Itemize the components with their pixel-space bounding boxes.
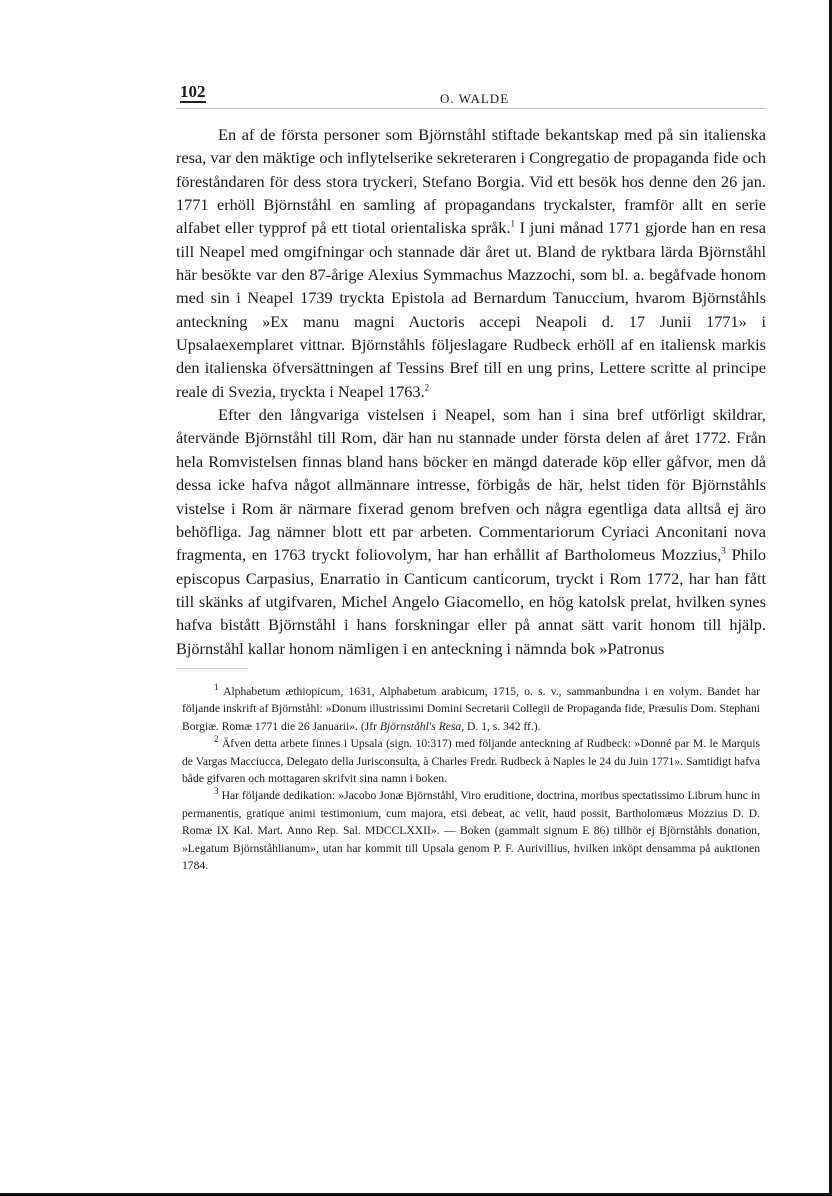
main-text	[176, 123, 766, 660]
footnote-1-text: Alphabetum æthiopicum, 1631, Alphabetum arabicum, 1715, o. s. v., sammanbundna i en volym. Bandet har följande inskrift af Björnståhl: »Donum illustrissimi Domini Secretarii Collegii de Propaganda fide, Præsulis Dom. Stephani Borgiæ. Romæ 1771 die 26 Januarii». (Jfr	[182, 684, 760, 733]
paragraph-1-text: En af de första personer som Björnståhl stiftade bekantskap med på sin italienska resa, var den mäktige och inflytelserike sekreteraren i Congregatio de propaganda fide och föreståndaren för dess stora tryckeri, Stefano Borgia. Vid ett besök hos denne den 26 jan. 1771 erhöll Björnståhl en samling af propagandans tryckalster, framför allt en serie alfabet eller typprof på ett tiotal orientaliska språk.	[176, 125, 766, 238]
footnote-3-text: Har följande dedikation: »Jacobo Jonæ Björnståhl, Viro eruditione, doctrina, moribus spectatissimo Librum hunc in permanentis, gratique animi testimonium, cum majora, etsi debeat, ac velit, haud possit, Bartholomæus Mozzius D. D. Romæ IX Kal. Mart. Anno Rep. Sal. MDCCLXXII». — Boken (gammalt signum E 86) tillhör ej Björnståhls donation, »Legatum Björnståhlianum», utan har kommit till Upsala genom P. F. Aurivillius, hvilken inköpt densamma på auktionen 1784.	[182, 789, 760, 872]
footnote-1-title: Björnståhl's Resa,	[379, 719, 465, 733]
footnote-1-mark: 1	[214, 682, 219, 693]
footnote-2	[182, 735, 760, 787]
footnote-1	[182, 683, 760, 735]
footnote-3	[182, 787, 760, 874]
running-head: O. WALDE	[440, 91, 510, 106]
footnote-2-mark: 2	[214, 734, 219, 745]
paragraph-1-continuation: I juni månad 1771 gjorde han en resa till Neapel med omgifningar och stannade där året ut. Bland de ryktbara lärda Björnståhl här besökte var den 87-årige Alexius Symmachus Mazzochi, som bl. a. begåfvade honom med sin i Neapel 1739 tryckta Epistola ad Bernardum Tanuccium, hvarom Björnståhls anteckning »Ex manu magni Auctoris accepi Neapoli d. 17 Junii 1771» i Upsalaexemplaret vittnar. Björnståhls följeslagare Rudbeck erhöll af en italiensk markis den italienska öfversättningen af Tessins Bref till en ung prins, Lettere scritte al principe reale di Svezia, tryckta i Neapel 1763.	[176, 218, 766, 401]
footnote-divider	[176, 668, 248, 669]
footnote-3-mark: 3	[214, 786, 219, 797]
page-number: 102	[180, 82, 206, 101]
paragraph-2	[176, 403, 766, 660]
footnote-2-text: Äfven detta arbete finnes i Upsala (sign. 10:317) med följande anteckning af Rudbeck: »Donné par M. le Marquis de Vargas Macciucca, Delegato della Jurisconsulta, à Charles Fredr. Rudbeck à Naples le 24 du Juin 1771». Samtidigt hafva både gifvaren och mottagaren skrifvit sina namn i boken.	[182, 737, 760, 785]
book-page	[176, 80, 766, 874]
footnote-1-end: D. 1, s. 342 ff.).	[464, 719, 541, 733]
paragraph-2-continuation: Philo episcopus Carpasius, Enarratio in Canticum canticorum, tryckt i Rom 1772, har han fått till skänks af utgifvaren, Michel Angelo Giacomello, en hög katolsk prelat, hvilken synes hafva bistått Björnståhl i hans forskningar eller på annat sätt varit honom till hjälp. Björnståhl kallar honom nämligen i en anteckning i nämnda bok »Patronus	[176, 545, 766, 658]
footnote-ref-1: 1	[510, 218, 515, 229]
page-header	[176, 80, 766, 109]
paragraph-2-text: Efter den långvariga vistelsen i Neapel, som han i sina bref utförligt skildrar, återvände Björnståhl till Rom, där han nu stannade under första delen af året 1772. Från hela Romvistelsen finnas bland hans böcker en mängd daterade köp eller gåfvor, men då dessa icke hafva något allmännare intresse, förbigås de här, helst tiden för Björnståhls vistelse i Rom är närmare fixerad genom brefven och några egentliga data alltså ej äro behöfliga. Jag nämner blott ett par arbeten. Commentariorum Cyriaci Anconitani nova fragmenta, en 1763 tryckt foliovolym, har han erhållit af Bartholomeus Mozzius,	[176, 405, 766, 565]
footnotes	[176, 683, 766, 874]
footnote-ref-2: 2	[424, 382, 430, 393]
footnote-ref-3: 3	[721, 545, 726, 556]
paragraph-1	[176, 123, 766, 403]
